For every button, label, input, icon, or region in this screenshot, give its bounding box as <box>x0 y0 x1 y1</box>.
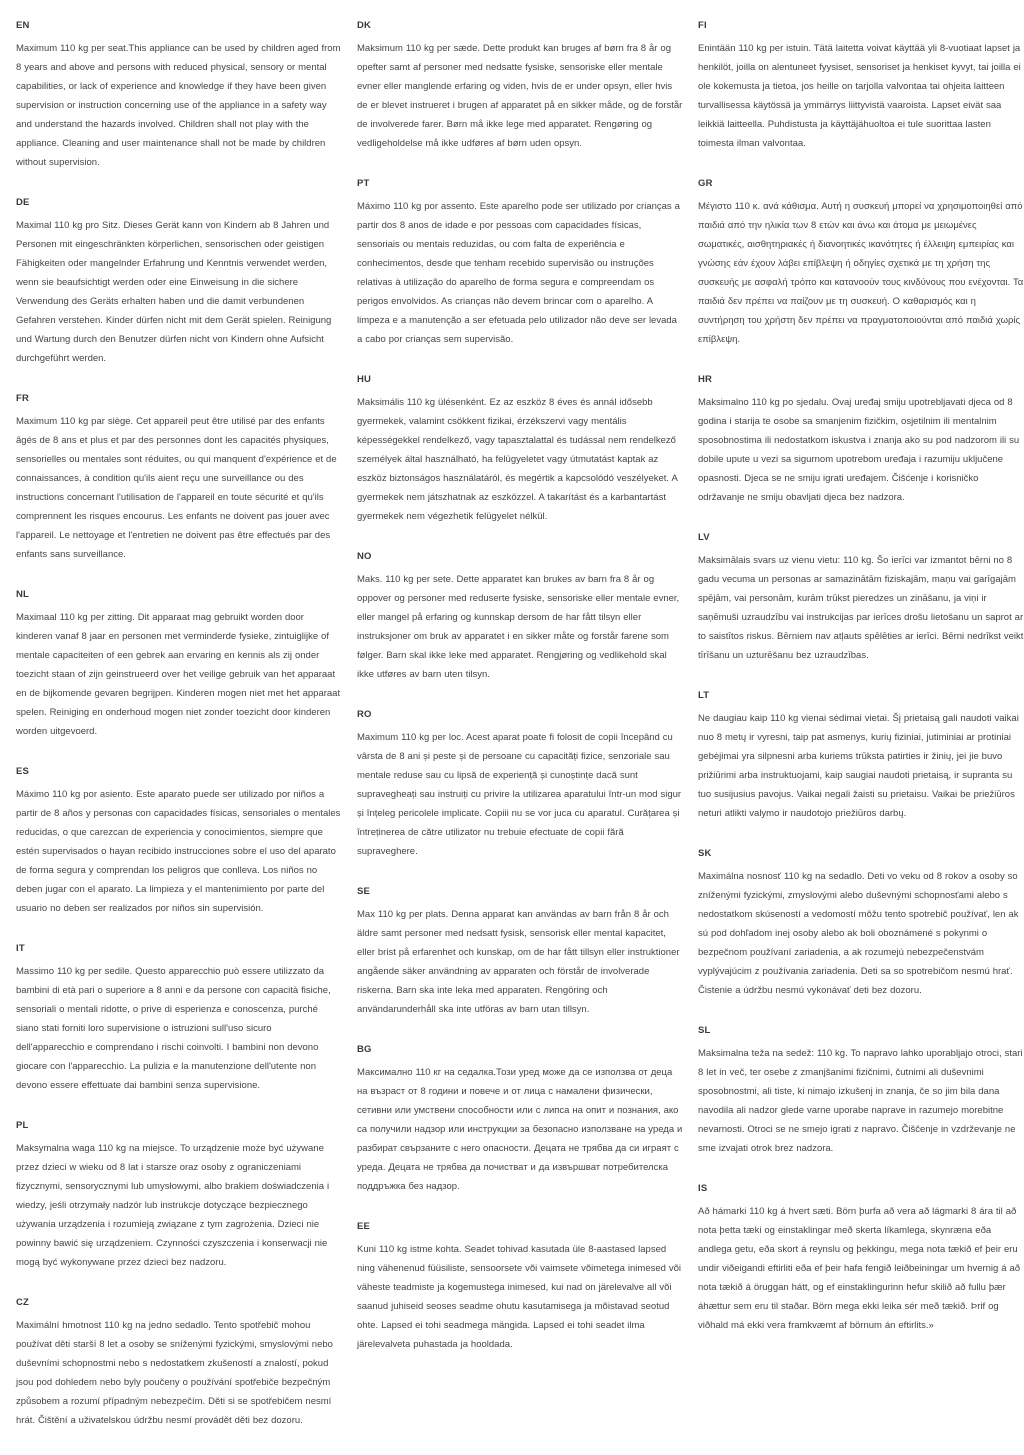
language-instruction-text: Maksimalna teža na sedež: 110 kg. To napravo lahko uporabljajo otroci, stari 8 let in več, ter osebe z zmanjšanimi fizičnimi, čutnimi ali duševnimi sposobnostmi, ali tiste, ki nimajo izkušenj in znanja, če so jim bila dana navodila ali nadzor glede varne uporabe naprave in razumejo morebitne nevarnosti. Otroci se ne smejo igrati z napravo. Čiščenje in vzdrževanje ne sme izvajati otrok brez nadzora. <box>698 1048 1023 1154</box>
language-instruction-text: Maximálna nosnosť 110 kg na sedadlo. Deti vo veku od 8 rokov a osoby so zníženými fyzickými, zmyslovými alebo duševnými schopnosťami alebo s nedostatkom skúseností a vedomostí môžu tento spotrebič používať, len ak sú pod dohľadom inej osoby alebo ak boli oboznámené s pokynmi o bezpečnom používaní zariadenia, a ak rozumejú nebezpečenstvám vyplývajúcim z používania zariadenia. Deti sa so spotrebičom nesmú hrať. Čistenie a údržbu nesmú vykonávať deti bez dozoru. <box>698 871 1019 996</box>
language-section-no <box>357 551 683 684</box>
language-section-hr <box>698 374 1024 507</box>
language-section-nl <box>16 589 342 741</box>
language-code-label: FR <box>16 393 30 404</box>
language-instruction-text: Maximum 110 kg par siège. Cet appareil peut être utilisé par des enfants âgés de 8 ans et plus et par des personnes dont les capacités physiques, sensorielles ou mentales sont réduites, ou qui manquent d'expérience et de connaissances, à condition qu'ils aient reçu une surveillance ou des instructions concernant l'utilisation de l'appareil en toute sécurité et qu'ils comprennent les risques encourus. Les enfants ne doivent pas jouer avec l'appareil. Le nettoyage et l'entretien ne doivent pas être effectués par des enfants sans surveillance. <box>16 416 337 560</box>
language-section-de <box>16 197 342 368</box>
language-section-is <box>698 1183 1024 1335</box>
language-instruction-text: Maksimalno 110 kg po sjedalu. Ovaj uređaj smiju upotrebljavati djeca od 8 godina i starija te osobe sa smanjenim fizičkim, osjetilnim ili mentalnim sposobnostima ili nedostatkom iskustva i znanja ako su pod nadzorom ili su dobile upute u vezi sa sigurnom upotrebom uređaja i razumiju uključene opasnosti. Djeca se ne smiju igrati uređajem. Čišćenje i korisničko održavanje ne smiju obavljati djeca bez nadzora. <box>698 397 1020 503</box>
language-section-cz <box>16 1297 342 1430</box>
language-code-label: SE <box>357 886 371 897</box>
language-code-label: HU <box>357 374 372 385</box>
language-section-bg <box>357 1044 683 1196</box>
language-instruction-text: Máximo 110 kg por assento. Este aparelho pode ser utilizado por crianças a partir dos 8 anos de idade e por pessoas com capacidades físicas, sensoriais ou mentais reduzidas, ou com falta de experiência e conhecimentos, desde que tenham recebido supervisão ou instruções relativas à utilização do aparelho de forma segura e compreendam os perigos envolvidos. As crianças não devem brincar com o aparelho. A limpeza e a manutenção a ser efetuada pelo utilizador não deve ser levada a cabo por crianças sem supervisão. <box>357 201 680 345</box>
language-code-label: SK <box>698 848 712 859</box>
language-code-label: PL <box>16 1120 29 1131</box>
language-instruction-text: Enintään 110 kg per istuin. Tätä laitetta voivat käyttää yli 8-vuotiaat lapset ja henkilöt, joilla on alentuneet fyysiset, sensoriset ja henkiset kyvyt, tai joilla ei ole kokemusta ja tietoa, jos heille on tarjolla valvontaa tai ohjeita laitteen turvallisessa käytössä ja ymmärrys liittyvistä vaaroista. Lapset eivät saa leikkiä laitteella. Puhdistusta ja käyttäjähuoltoa ei tule suorittaa lasten toimesta ilman valvontaa. <box>698 43 1021 149</box>
language-section-fi <box>698 20 1024 153</box>
language-section-en <box>16 20 342 172</box>
language-instruction-text: Maksimális 110 kg ülésenként. Ez az eszköz 8 éves és annál idősebb gyermekek, valamint csökkent fizikai, érzékszervi vagy mentális képességekkel rendelkező, vagy tapasztalattal és tudással nem rendelkező személyek által használható, ha felügyeletet vagy útmutatást kaptak az eszköz biztonságos használatáról, és megértik a kapcsolódó veszélyeket. A gyermekek nem játszhatnak az eszközzel. A takarítást és a karbantartást gyermekek nem végezhetik felügyelet nélkül. <box>357 397 678 522</box>
language-instruction-text: Maximální hmotnost 110 kg na jedno sedadlo. Tento spotřebič mohou používat děti starší 8 let a osoby se sníženými fyzickými, smyslovými nebo duševními schopnostmi nebo s nedostatkem zkušeností a znalostí, pokud jsou pod dohledem nebo byly poučeny o používání spotřebiče bezpečným způsobem a rozumí případným nebezpečím. Děti si se spotřebičem nesmí hrát. Čištění a uživatelskou údržbu nesmí provádět děti bez dozoru. <box>16 1320 333 1426</box>
language-code-label: BG <box>357 1044 372 1055</box>
language-section-ro <box>357 709 683 861</box>
language-section-sk <box>698 848 1024 1000</box>
language-instruction-text: Máximo 110 kg por asiento. Este aparato puede ser utilizado por niños a partir de 8 años y personas con capacidades físicas, sensoriales o mentales reducidas, o que carezcan de experiencia y conocimientos, siempre que estén supervisados o hayan recibido instrucciones sobre el uso del aparato de forma segura y comprendan los peligros que conlleva. Los niños no deben jugar con el aparato. La limpieza y el mantenimiento por parte del usuario no deben ser realizados por niños sin supervisión. <box>16 789 341 914</box>
language-section-es <box>16 766 342 918</box>
language-instruction-text: Максимално 110 кг на седалка.Този уред може да се използва от деца на възраст от 8 години и повече и от лица с намалени физически, сетивни или умствени способности или с липса на опит и познания, ако са получили надзор или инструкции за безопасно използване на уреда и разбират свързаните с него опасности. Децата не трябва да си играят с уреда. Децата не трябва да почистват и да извършват потребителска поддръжка без надзор. <box>357 1067 683 1192</box>
language-section-dk <box>357 20 683 153</box>
text-column-1 <box>16 20 342 1455</box>
language-code-label: CZ <box>16 1297 30 1308</box>
language-instruction-text: Maximaal 110 kg per zitting. Dit apparaat mag gebruikt worden door kinderen vanaf 8 jaar en personen met verminderde fysieke, zintuiglijke of mentale capaciteiten of een gebrek aan ervaring en kennis als zij onder toezicht staan of zijn geinstrueerd over het veilige gebruik van het apparaat en de bijkomende gevaren begrijpen. Kinderen mogen niet met het apparaat spelen. Reiniging en onderhoud mogen niet zonder toezicht door kinderen worden uitgevoerd. <box>16 612 341 737</box>
language-instruction-text: Að hámarki 110 kg á hvert sæti. Börn þurfa að vera að lágmarki 8 ára til að nota þetta tæki og einstaklingar með skerta líkamlega, skynræna eða andlega getu, eða skort á reynslu og þekkingu, mega nota tækið ef þeir eru undir viðeigandi eftirliti eða ef þeir hafa fengið leiðbeiningar um hvernig á að nota tækið á öruggan hátt, og ef einstaklingurinn hefur skilið að fullu þær áhættur sem eru til staðar. Börn mega ekki leika sér með tækið. Þrif og viðhald má ekki vera framkvæmt af börnum án eftirlits.» <box>698 1206 1021 1331</box>
language-section-lv <box>698 532 1024 665</box>
language-code-label: LV <box>698 532 710 543</box>
language-instruction-text: Maksymalna waga 110 kg na miejsce. To urządzenie może być używane przez dzieci w wieku od 8 lat i starsze oraz osoby z ograniczeniami fizycznymi, sensorycznymi lub umysłowymi, albo brakiem doświadczenia i wiedzy, jeśli otrzymały nadzór lub instrukcje dotyczące bezpiecznego używania urządzenia i rozumieją związane z tym zagrożenia. Dzieci nie powinny bawić się urządzeniem. Czynności czyszczenia i konserwacji nie mogą być wykonywane przez dzieci bez nadzoru. <box>16 1143 330 1268</box>
language-section-hu <box>357 374 683 526</box>
language-code-label: RO <box>357 709 372 720</box>
language-section-ee <box>357 1221 683 1354</box>
language-section-pt <box>357 178 683 349</box>
manual-columns <box>16 20 1024 1455</box>
language-instruction-text: Maximum 110 kg per loc. Acest aparat poate fi folosit de copii începând cu vârsta de 8 ani și peste și de persoane cu capacități fizice, senzoriale sau mentale reduse sau cu lipsă de experiență și cunoștințe dacă sunt supravegheați sau instruiți cu privire la utilizarea aparatului într-un mod sigur și înțeleg pericolele implicate. Copiii nu se vor juca cu aparatul. Curățarea și întreținerea de către utilizator nu trebuie efectuate de copii fără supraveghere. <box>357 732 682 857</box>
language-code-label: DE <box>16 197 30 208</box>
language-code-label: EN <box>16 20 30 31</box>
language-instruction-text: Μέγιστο 110 κ. ανά κάθισμα. Αυτή η συσκευή μπορεί να χρησιμοποιηθεί από παιδιά από την ηλικία των 8 ετών και άνω και άτομα με μειωμένες σωματικές, αισθητηριακές ή διανοητικές ικανότητες ή έλλειψη εμπειρίας και γνώσης εάν έχουν λάβει επίβλεψη ή οδηγίες σχετικά με τη χρήση της συσκευής με ασφαλή τρόπο και κατανοούν τους κινδύνους που ενέχονται. Τα παιδιά δεν πρέπει να παίζουν με τη συσκευή. Ο καθαρισμός και η συντήρηση του χρήστη δεν πρέπει να πραγματοποιούνται από παιδιά χωρίς επίβλεψη. <box>698 201 1024 345</box>
language-instruction-text: Ne daugiau kaip 110 kg vienai sėdimai vietai. Šį prietaisą gali naudoti vaikai nuo 8 metų ir vyresni, taip pat asmenys, kurių fiziniai, jutiminiai ar protiniai gebėjimai yra silpnesni arba kuriems trūksta patirties ir žinių, jei jie buvo prižiūrimi arba instruktuojami, kaip saugiai naudoti prietaisą, ir supranta su tuo susijusius pavojus. Vaikai negali žaisti su prietaisu. Vaikai be priežiūros neturi atlikti valymo ir naudotojo priežiūros darbų. <box>698 713 1019 819</box>
language-section-gr <box>698 178 1024 349</box>
language-instruction-text: Maks. 110 kg per sete. Dette apparatet kan brukes av barn fra 8 år og oppover og personer med reduserte fysiske, sensoriske eller mentale evner, eller mangel på erfaring og kunnskap dersom de har fått tilsyn eller instruksjoner om bruk av apparatet i en sikker måte og forstår farene som følger. Barn skal ikke leke med apparatet. Rengjøring og vedlikehold skal ikke utføres av barn uten tilsyn. <box>357 574 680 680</box>
language-instruction-text: Max 110 kg per plats. Denna apparat kan användas av barn från 8 år och äldre samt personer med nedsatt fysisk, sensorisk eller mental kapacitet, eller brist på erfarenhet och kunskap, om de har fått tillsyn eller instruktioner angående säker användning av apparaten och förstår de involverade riskerna. Barn ska inte leka med apparaten. Rengöring och användarunderhåll ska inte utföras av barn utan tillsyn. <box>357 909 680 1015</box>
language-instruction-text: Kuni 110 kg istme kohta. Seadet tohivad kasutada üle 8-aastased lapsed ning vähenenud füüsiliste, sensoorsete või vaimsete võimetega inimesed või väheste teadmiste ja kogemustega inimesed, kui nad on järelevalve all või saanud juhiseid seoses seadme ohutu kasutamisega ja mõistavad seotud ohte. Lapsed ei tohi seadmega mängida. Lapsed ei tohi seadet ilma järelevalveta puhastada ja hooldada. <box>357 1244 681 1350</box>
language-code-label: ES <box>16 766 30 777</box>
language-section-fr <box>16 393 342 564</box>
language-code-label: LT <box>698 690 710 701</box>
language-instruction-text: Massimo 110 kg per sedile. Questo apparecchio può essere utilizzato da bambini di età pari o superiore a 8 anni e da persone con capacità fisiche, sensoriali o mentali ridotte, o prive di esperienza e conoscenza, purché siano stati forniti loro supervisione o istruzioni sull'uso sicuro dell'apparecchio e comprendano i rischi coinvolti. I bambini non devono giocare con l'apparecchio. La pulizia e la manutenzione dell'utente non devono essere effettuate dai bambini senza supervisione. <box>16 966 331 1091</box>
language-section-sl <box>698 1025 1024 1158</box>
language-code-label: PT <box>357 178 370 189</box>
text-column-3 <box>698 20 1024 1360</box>
language-section-it <box>16 943 342 1095</box>
language-instruction-text: Maksimum 110 kg per sæde. Dette produkt kan bruges af børn fra 8 år og opefter samt af personer med nedsatte fysiske, sensoriske eller mentale evner eller manglende erfaring og viden, hvis de er under opsyn, eller hvis de er blevet instrueret i brugen af apparatet på en sikker måde, og de forstår de involverede farer. Børn må ikke lege med apparatet. Rengøring og vedligeholdelse må ikke udføres af børn uden opsyn. <box>357 43 683 149</box>
language-code-label: SL <box>698 1025 711 1036</box>
language-section-se <box>357 886 683 1019</box>
language-code-label: DK <box>357 20 372 31</box>
language-code-label: IS <box>698 1183 708 1194</box>
language-code-label: NO <box>357 551 372 562</box>
language-instruction-text: Maximum 110 kg per seat.This appliance can be used by children aged from 8 years and above and persons with reduced physical, sensory or mental capabilities, or lack of experience and knowledge if they have been given supervision or instruction concerning use of the appliance in a safety way and understand the hazards involved. Children shall not play with the appliance. Cleaning and user maintenance shall not be made by children without supervision. <box>16 43 341 168</box>
language-instruction-text: Maksimālais svars uz vienu vietu: 110 kg. Šo ierīci var izmantot bērni no 8 gadu vecuma un personas ar samazinātām fiziskajām, maņu vai garīgajām spējām, vai personām, kurām trūkst pieredzes un zināšanu, ja viņi ir saņēmuši uzraudzību vai instrukcijas par ierīces drošu lietošanu un saprot ar to saistītos riskus. Bērniem nav atļauts spēlēties ar ierīci. Bērni nedrīkst veikt tīrīšanu un uzturēšanu bez uzraudzības. <box>698 555 1024 661</box>
language-code-label: IT <box>16 943 25 954</box>
text-column-2 <box>357 20 683 1379</box>
language-instruction-text: Maximal 110 kg pro Sitz. Dieses Gerät kann von Kindern ab 8 Jahren und Personen mit eingeschränkten körperlichen, sensorischen oder geistigen Fähigkeiten oder mangelnder Erfahrung und Kenntnis verwendet werden, wenn sie beaufsichtigt werden oder eine Einweisung in die sichere Verwendung des Geräts erhalten haben und die damit verbundenen Gefahren verstehen. Kinder dürfen nicht mit dem Gerät spielen. Reinigung und Wartung durch den Benutzer dürfen nicht von Kindern ohne Aufsicht durchgeführt werden. <box>16 220 332 364</box>
language-section-lt <box>698 690 1024 823</box>
language-section-pl <box>16 1120 342 1272</box>
language-code-label: EE <box>357 1221 371 1232</box>
language-code-label: GR <box>698 178 713 189</box>
language-code-label: NL <box>16 589 30 600</box>
language-code-label: HR <box>698 374 713 385</box>
language-code-label: FI <box>698 20 707 31</box>
